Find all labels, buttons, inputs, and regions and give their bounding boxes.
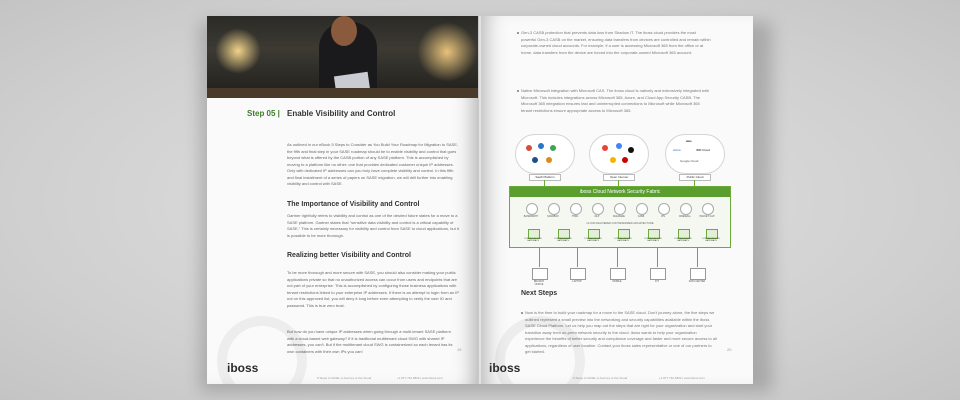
service-label: MALWARE	[613, 215, 625, 218]
app-icon	[616, 143, 622, 149]
branch-office-icon	[532, 268, 548, 280]
step-label: Step 05 |	[247, 109, 280, 118]
fabric-title: iboss Cloud Network Security Fabric	[510, 187, 730, 197]
gateway-label: CONTAINERIZED GATEWAYS	[644, 238, 662, 242]
mobile-icon	[610, 268, 626, 280]
app-icon	[610, 157, 616, 163]
next-steps-heading: Next Steps	[521, 290, 558, 297]
casb-icon	[636, 203, 648, 215]
app-icon	[628, 147, 634, 153]
architecture-diagram	[509, 134, 729, 294]
connector-line	[539, 247, 540, 267]
open-internet-label: Open Internet	[603, 174, 635, 181]
right-page	[481, 16, 753, 384]
public-cloud	[665, 134, 725, 174]
service-label: SANDBOX	[547, 215, 559, 218]
heading-importance: The Importance of Visibility and Control	[287, 201, 420, 208]
service-label: CASB	[637, 215, 645, 218]
service-label: HTML	[571, 215, 579, 218]
service-label: IPS	[661, 215, 665, 218]
lamp-glow	[215, 28, 261, 74]
paragraph-importance: Gartner rightfully refers to visibility and control as one of the desired future states for a move to a SASE platform. Gartner states that "sensitive data visibility and control is a critical capability of SASE." This is certainly necessary for visibility and control from SASE to cloud applications, but it is possible to be more thorough.	[287, 213, 459, 238]
left-page	[207, 16, 479, 384]
connector-line	[617, 247, 618, 267]
app-icon	[622, 157, 628, 163]
heading-realizing: Realizing better Visibility and Control	[287, 252, 411, 259]
app-icon	[538, 143, 544, 149]
html-icon	[570, 203, 582, 215]
gateway-label: CONTAINERIZED GATEWAYS	[524, 238, 542, 242]
connector-line	[577, 247, 578, 267]
step-title: Enable Visibility and Control	[287, 109, 396, 118]
laptop-icon	[570, 268, 586, 280]
gateway-label: CONTAINERIZED GATEWAYS	[614, 238, 632, 242]
app-icon	[602, 145, 608, 151]
aws-logo: aws	[686, 139, 692, 143]
saas-platform-label: SaaS Platform	[529, 174, 561, 181]
footer-title: 5 Steps to SASE: A Journey to the Cloud	[317, 376, 372, 380]
service-label: DLP	[594, 215, 600, 218]
packet-capture-icon	[702, 203, 714, 215]
gateway-label: CONTAINERIZED GATEWAYS	[584, 238, 602, 242]
public-cloud-label: Public Cloud	[679, 174, 711, 181]
paragraph-realizing: To be more thorough and more secure with SASE, you should also consider making your public applications private so that no unauthorized access can occur from users and endpoints that are not part of your enterprise. This is accomplished by configuring those business applications with tenant restrictions linked to your enterprise IP addresses. If there is an attempt to login from an IP not on this approved list, you will deny it long before even attempting to verify the user ID and password. This is true zero trust.	[287, 270, 459, 308]
sandbox-icon	[548, 203, 560, 215]
footer-title: 5 Steps to SASE: A Journey to the Cloud	[573, 376, 628, 380]
app-icon	[546, 157, 552, 163]
service-label: PACKET CAP	[699, 215, 715, 218]
device-label: MOBILE	[612, 280, 622, 283]
dlp-icon	[592, 203, 604, 215]
device-label: IOT	[655, 280, 659, 283]
security-fabric	[509, 186, 731, 248]
architecture-label: CLOUD DELIVERED CONTAINERIZED ARCHITECTURE	[586, 222, 654, 225]
service-label: FIREWALL	[679, 215, 691, 218]
firewall-icon	[680, 203, 692, 215]
ips-icon	[658, 203, 670, 215]
azure-logo: Azure	[673, 148, 681, 152]
footer-contact: +1 877.742.6832 | www.iboss.com	[397, 376, 443, 380]
google-cloud-logo: Google Cloud	[680, 159, 699, 163]
service-label: BANDWIDTH	[523, 215, 539, 218]
connector-line	[697, 247, 698, 267]
gateway-label: CONTAINERIZED GATEWAYS	[674, 238, 692, 242]
bandwidth-icon	[526, 203, 538, 215]
brand-logo: iboss	[489, 361, 521, 375]
brand-logo: iboss	[227, 361, 259, 375]
page-number: 20	[727, 347, 732, 352]
gateway-label: CONTAINERIZED GATEWAYS	[554, 238, 572, 242]
data-center-icon	[690, 268, 706, 280]
next-steps-paragraph: Now is the time to build your roadmap for a move to the SASE cloud. Don't journey alone, the five steps we outlined represent a small preview into the networking and security capabilities available within the iboss SASE Cloud Platform. Let us help you map out the steps that are right for your organization and start your transition away from on-prem network security to the cloud. iboss wants to help your organization experience the benefits of better security and compliance coverage and faster and more secure access to all applications, regardless of user location. Contact your iboss sales representative or one of our partners to get started.	[525, 310, 717, 354]
gateway-label: CONTAINERIZED GATEWAYS	[702, 238, 720, 242]
device-label: BRANCH OFFICE	[533, 280, 545, 286]
connector-line	[657, 247, 658, 267]
page-number: 19	[457, 347, 462, 352]
malware-icon	[614, 203, 626, 215]
bullet-microsoft: Native Microsoft integration with Microsoft CAS. The iboss cloud is natively and extensively integrated with Microsoft. This includes integrations across Microsoft 365, Azure, and Cloud App Security CASB. The Microsoft 365 integration ensures fast and uninterrupted connections to Microsoft while Microsoft 365 tenant restrictions ensure appropriate access to Microsoft 365.	[521, 88, 710, 113]
hero-photo	[207, 16, 479, 98]
device-label: LAPTOP	[572, 280, 582, 283]
desk	[207, 88, 479, 98]
app-icon	[532, 157, 538, 163]
app-icon	[526, 145, 532, 151]
app-icon	[550, 145, 556, 151]
device-label: DATA CENTER	[688, 280, 706, 283]
bullet-casb: Gen-3 CASB protection that prevents data loss from Shadow IT. The iboss cloud provides the most powerful Gen-3 CASB on the market, ensuring data transfers from devices are controlled and remain within corporate-owned cloud accounts. For example, if a user is accessing Microsoft 365 from the office or at home, data transfers from the device are forced into the corporate-owned Microsoft 365 account.	[521, 30, 711, 55]
person-head	[331, 16, 357, 46]
intro-paragraph: As outlined in our eBook 5 Steps to Consider as You Build Your Roadmap for Migration to SASE, the fifth and final step in your SASE roadmap should be to enable visibility and control that goes beyond what is offered by the CASB portion of any SASE platform. This is accomplished by moving to a platform like no other: one that provides dedicated customer unique IP addresses. Only with dedicated IP addresses can you truly have complete visibility and control. In this fifth and final installment of a series of papers on SASE migration, we will drill further into enabling visibility and control with SASE.	[287, 142, 458, 186]
internet-cloud	[589, 134, 649, 174]
paragraph-containerized: But how do you have unique IP addresses when going through a multi-tenant SASE platform with a cloud-based web gateway? If it is traditional multitenant cloud SWG with shared IP addresses, you can't. But if the multitenant cloud SWG is containerized so each tenant has its own containers with their own IPs you can!	[287, 329, 453, 354]
saas-cloud	[515, 134, 575, 174]
ibm-cloud-logo: IBM Cloud	[696, 148, 711, 152]
footer-contact: +1 877.742.6832 | www.iboss.com	[659, 376, 705, 380]
lamp-glow	[417, 22, 477, 82]
iot-icon	[650, 268, 666, 280]
